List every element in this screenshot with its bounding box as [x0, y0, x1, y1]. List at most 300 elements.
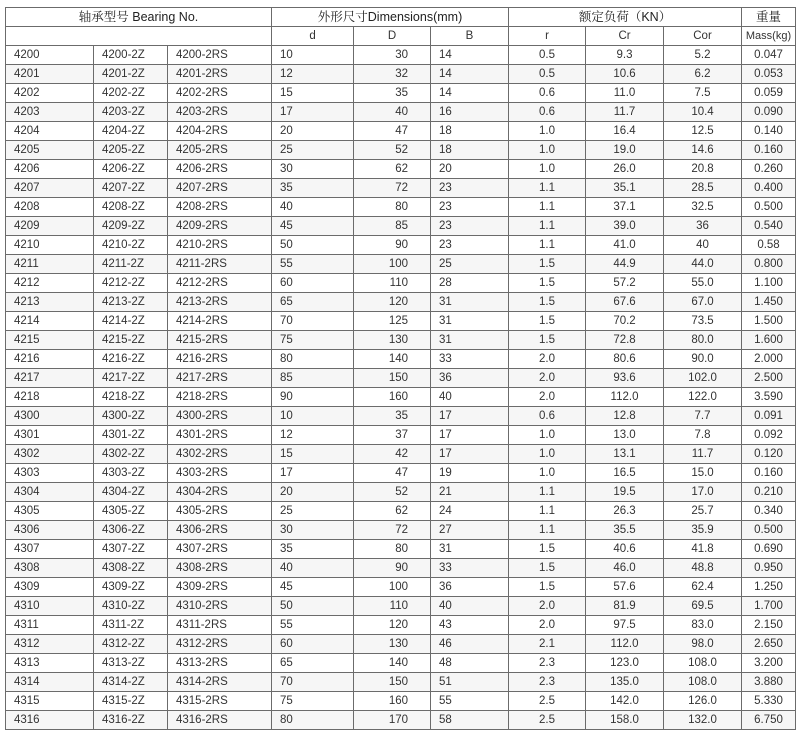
cell-dim-d: 65 — [272, 293, 354, 312]
cell-load-cr: 39.0 — [586, 217, 664, 236]
cell-bearing-2z: 4215-2Z — [94, 331, 168, 350]
table-row — [6, 426, 796, 445]
table-row — [6, 502, 796, 521]
cell-dim-d: 85 — [272, 369, 354, 388]
cell-mass: 1.500 — [742, 312, 796, 331]
cell-dim-D: 47 — [354, 464, 431, 483]
table-row — [6, 369, 796, 388]
cell-load-cr: 9.3 — [586, 46, 664, 65]
cell-bearing-open: 4215 — [6, 331, 94, 350]
subheader-row — [6, 27, 796, 46]
cell-dim-D: 100 — [354, 255, 431, 274]
cell-bearing-open: 4211 — [6, 255, 94, 274]
cell-dim-B: 25 — [431, 255, 509, 274]
load-ratings-header: 额定负荷（KN） — [509, 8, 742, 27]
cell-bearing-2z: 4302-2Z — [94, 445, 168, 464]
table-row — [6, 122, 796, 141]
table-row — [6, 236, 796, 255]
cell-dim-B: 17 — [431, 407, 509, 426]
cell-mass: 0.120 — [742, 445, 796, 464]
cell-load-cor: 15.0 — [664, 464, 742, 483]
cell-bearing-open: 4200 — [6, 46, 94, 65]
cell-load-cr: 35.5 — [586, 521, 664, 540]
cell-radius-r: 1.1 — [509, 502, 586, 521]
cell-load-cor: 126.0 — [664, 692, 742, 711]
table-row — [6, 464, 796, 483]
cell-mass: 6.750 — [742, 711, 796, 730]
cell-dim-B: 17 — [431, 445, 509, 464]
cell-dim-B: 40 — [431, 597, 509, 616]
cell-load-cor: 6.2 — [664, 65, 742, 84]
cell-dim-d: 15 — [272, 445, 354, 464]
cell-load-cor: 55.0 — [664, 274, 742, 293]
cell-dim-d: 20 — [272, 122, 354, 141]
cell-radius-r: 1.5 — [509, 255, 586, 274]
cell-bearing-open: 4202 — [6, 84, 94, 103]
cell-bearing-2z: 4307-2Z — [94, 540, 168, 559]
cell-load-cor: 90.0 — [664, 350, 742, 369]
cell-dim-d: 75 — [272, 331, 354, 350]
cell-dim-B: 23 — [431, 236, 509, 255]
cell-dim-B: 58 — [431, 711, 509, 730]
cell-load-cr: 142.0 — [586, 692, 664, 711]
cell-bearing-open: 4303 — [6, 464, 94, 483]
cell-bearing-open: 4301 — [6, 426, 94, 445]
cell-load-cor: 11.7 — [664, 445, 742, 464]
table-row — [6, 84, 796, 103]
cell-mass: 0.800 — [742, 255, 796, 274]
bearing-no-subheader-blank — [6, 27, 272, 46]
cell-bearing-2z: 4311-2Z — [94, 616, 168, 635]
cell-load-cor: 41.8 — [664, 540, 742, 559]
cell-dim-D: 140 — [354, 350, 431, 369]
cell-bearing-2rs: 4303-2RS — [168, 464, 272, 483]
cell-radius-r: 0.6 — [509, 103, 586, 122]
cell-load-cor: 102.0 — [664, 369, 742, 388]
cell-load-cr: 11.7 — [586, 103, 664, 122]
cell-bearing-2z: 4213-2Z — [94, 293, 168, 312]
cell-dim-d: 15 — [272, 84, 354, 103]
cell-mass: 1.250 — [742, 578, 796, 597]
cell-load-cr: 13.0 — [586, 426, 664, 445]
cell-load-cr: 72.8 — [586, 331, 664, 350]
cell-dim-d: 50 — [272, 597, 354, 616]
cell-bearing-2z: 4204-2Z — [94, 122, 168, 141]
cell-mass: 3.200 — [742, 654, 796, 673]
cell-dim-d: 55 — [272, 255, 354, 274]
cell-radius-r: 1.5 — [509, 274, 586, 293]
cell-radius-r: 1.5 — [509, 540, 586, 559]
cell-dim-d: 17 — [272, 464, 354, 483]
table-row — [6, 293, 796, 312]
cell-bearing-2z: 4202-2Z — [94, 84, 168, 103]
cell-dim-B: 20 — [431, 160, 509, 179]
cell-mass: 0.260 — [742, 160, 796, 179]
cell-load-cr: 37.1 — [586, 198, 664, 217]
cell-load-cor: 17.0 — [664, 483, 742, 502]
cell-bearing-2rs: 4211-2RS — [168, 255, 272, 274]
table-row — [6, 388, 796, 407]
cell-bearing-2z: 4212-2Z — [94, 274, 168, 293]
cell-bearing-open: 4212 — [6, 274, 94, 293]
cell-dim-D: 72 — [354, 179, 431, 198]
cell-bearing-2z: 4309-2Z — [94, 578, 168, 597]
cell-bearing-2rs: 4210-2RS — [168, 236, 272, 255]
cell-dim-d: 40 — [272, 198, 354, 217]
cell-dim-D: 80 — [354, 198, 431, 217]
cell-dim-D: 120 — [354, 293, 431, 312]
cell-radius-r: 1.1 — [509, 217, 586, 236]
cell-radius-r: 2.1 — [509, 635, 586, 654]
cell-dim-B: 14 — [431, 46, 509, 65]
cell-bearing-2z: 4211-2Z — [94, 255, 168, 274]
cell-bearing-2rs: 4304-2RS — [168, 483, 272, 502]
cell-dim-D: 120 — [354, 616, 431, 635]
cell-bearing-open: 4314 — [6, 673, 94, 692]
cell-load-cor: 122.0 — [664, 388, 742, 407]
cell-radius-r: 1.5 — [509, 331, 586, 350]
cell-bearing-open: 4218 — [6, 388, 94, 407]
cell-mass: 2.500 — [742, 369, 796, 388]
cell-load-cor: 35.9 — [664, 521, 742, 540]
cell-load-cr: 97.5 — [586, 616, 664, 635]
cell-mass: 0.950 — [742, 559, 796, 578]
cell-bearing-2rs: 4202-2RS — [168, 84, 272, 103]
cell-bearing-2rs: 4311-2RS — [168, 616, 272, 635]
cell-radius-r: 1.1 — [509, 179, 586, 198]
table-row — [6, 483, 796, 502]
cell-dim-B: 48 — [431, 654, 509, 673]
cell-dim-D: 37 — [354, 426, 431, 445]
cell-bearing-2z: 4312-2Z — [94, 635, 168, 654]
cell-dim-B: 23 — [431, 179, 509, 198]
cell-dim-B: 24 — [431, 502, 509, 521]
cell-bearing-open: 4216 — [6, 350, 94, 369]
cell-bearing-2rs: 4218-2RS — [168, 388, 272, 407]
cell-bearing-2rs: 4215-2RS — [168, 331, 272, 350]
cell-dim-B: 51 — [431, 673, 509, 692]
cell-mass: 3.880 — [742, 673, 796, 692]
cell-dim-d: 90 — [272, 388, 354, 407]
cell-bearing-2z: 4200-2Z — [94, 46, 168, 65]
cell-dim-d: 60 — [272, 635, 354, 654]
cell-dim-d: 45 — [272, 578, 354, 597]
cell-dim-d: 17 — [272, 103, 354, 122]
cell-load-cor: 69.5 — [664, 597, 742, 616]
cell-bearing-2z: 4210-2Z — [94, 236, 168, 255]
cell-load-cr: 67.6 — [586, 293, 664, 312]
cell-load-cor: 14.6 — [664, 141, 742, 160]
cell-dim-B: 23 — [431, 198, 509, 217]
cell-bearing-2z: 4310-2Z — [94, 597, 168, 616]
cell-dim-B: 31 — [431, 293, 509, 312]
cell-load-cor: 98.0 — [664, 635, 742, 654]
cell-radius-r: 0.6 — [509, 84, 586, 103]
cell-load-cr: 19.5 — [586, 483, 664, 502]
cell-dim-D: 90 — [354, 559, 431, 578]
cell-dim-D: 52 — [354, 141, 431, 160]
cell-dim-B: 33 — [431, 350, 509, 369]
cell-bearing-2rs: 4204-2RS — [168, 122, 272, 141]
cell-load-cor: 10.4 — [664, 103, 742, 122]
cell-bearing-2rs: 4201-2RS — [168, 65, 272, 84]
cell-bearing-open: 4309 — [6, 578, 94, 597]
cell-load-cor: 7.7 — [664, 407, 742, 426]
cell-bearing-open: 4315 — [6, 692, 94, 711]
cell-bearing-2z: 4218-2Z — [94, 388, 168, 407]
cell-load-cor: 62.4 — [664, 578, 742, 597]
cell-dim-B: 55 — [431, 692, 509, 711]
cell-dim-B: 16 — [431, 103, 509, 122]
cell-dim-d: 10 — [272, 46, 354, 65]
cell-load-cor: 44.0 — [664, 255, 742, 274]
cell-mass: 3.590 — [742, 388, 796, 407]
cell-load-cor: 108.0 — [664, 654, 742, 673]
cell-radius-r: 2.0 — [509, 350, 586, 369]
cell-mass: 0.160 — [742, 141, 796, 160]
cell-load-cr: 135.0 — [586, 673, 664, 692]
cell-mass: 0.690 — [742, 540, 796, 559]
cell-mass: 0.500 — [742, 198, 796, 217]
cell-load-cr: 112.0 — [586, 388, 664, 407]
cell-radius-r: 1.1 — [509, 483, 586, 502]
cell-dim-D: 62 — [354, 502, 431, 521]
cell-dim-B: 31 — [431, 331, 509, 350]
cell-bearing-open: 4313 — [6, 654, 94, 673]
cell-bearing-2rs: 4308-2RS — [168, 559, 272, 578]
cell-bearing-2rs: 4213-2RS — [168, 293, 272, 312]
cell-dim-B: 14 — [431, 65, 509, 84]
cell-radius-r: 2.5 — [509, 692, 586, 711]
table-row — [6, 597, 796, 616]
cell-load-cor: 108.0 — [664, 673, 742, 692]
cell-bearing-open: 4209 — [6, 217, 94, 236]
cell-mass: 0.340 — [742, 502, 796, 521]
cell-load-cr: 70.2 — [586, 312, 664, 331]
cell-bearing-open: 4206 — [6, 160, 94, 179]
cell-dim-B: 23 — [431, 217, 509, 236]
cell-bearing-2z: 4313-2Z — [94, 654, 168, 673]
cell-mass: 0.059 — [742, 84, 796, 103]
cell-dim-d: 80 — [272, 350, 354, 369]
cell-radius-r: 0.5 — [509, 65, 586, 84]
cell-dim-D: 150 — [354, 369, 431, 388]
cell-dim-D: 62 — [354, 160, 431, 179]
table-row — [6, 141, 796, 160]
cell-radius-r: 1.0 — [509, 464, 586, 483]
cell-radius-r: 2.0 — [509, 597, 586, 616]
cell-load-cr: 41.0 — [586, 236, 664, 255]
cell-dim-B: 27 — [431, 521, 509, 540]
cell-dim-d: 30 — [272, 160, 354, 179]
cell-dim-D: 72 — [354, 521, 431, 540]
table-row — [6, 540, 796, 559]
cell-dim-d: 30 — [272, 521, 354, 540]
cell-bearing-2rs: 4315-2RS — [168, 692, 272, 711]
cell-dim-d: 40 — [272, 559, 354, 578]
cell-dim-d: 10 — [272, 407, 354, 426]
cell-bearing-2z: 4301-2Z — [94, 426, 168, 445]
cell-mass: 0.58 — [742, 236, 796, 255]
cell-bearing-open: 4207 — [6, 179, 94, 198]
cell-mass: 0.090 — [742, 103, 796, 122]
cell-bearing-2rs: 4313-2RS — [168, 654, 272, 673]
bearing-spec-table — [5, 7, 796, 730]
cell-radius-r: 0.6 — [509, 407, 586, 426]
cell-dim-d: 35 — [272, 540, 354, 559]
table-row — [6, 198, 796, 217]
cell-bearing-open: 4203 — [6, 103, 94, 122]
cell-bearing-2z: 4206-2Z — [94, 160, 168, 179]
cell-load-cor: 73.5 — [664, 312, 742, 331]
cell-bearing-open: 4208 — [6, 198, 94, 217]
cell-dim-D: 160 — [354, 692, 431, 711]
cell-dim-d: 25 — [272, 141, 354, 160]
cell-bearing-open: 4316 — [6, 711, 94, 730]
cell-dim-D: 160 — [354, 388, 431, 407]
table-row — [6, 521, 796, 540]
cell-bearing-2rs: 4203-2RS — [168, 103, 272, 122]
cell-dim-d: 55 — [272, 616, 354, 635]
table-row — [6, 445, 796, 464]
cell-bearing-2rs: 4216-2RS — [168, 350, 272, 369]
cell-bearing-2rs: 4302-2RS — [168, 445, 272, 464]
col-cor-header: Cor — [664, 27, 742, 46]
header-row — [6, 8, 796, 27]
dimensions-header: 外形尺寸Dimensions(mm) — [272, 8, 509, 27]
cell-bearing-2z: 4208-2Z — [94, 198, 168, 217]
cell-bearing-2rs: 4305-2RS — [168, 502, 272, 521]
cell-bearing-open: 4311 — [6, 616, 94, 635]
table-row — [6, 46, 796, 65]
cell-bearing-2z: 4207-2Z — [94, 179, 168, 198]
cell-radius-r: 1.5 — [509, 312, 586, 331]
cell-bearing-2rs: 4307-2RS — [168, 540, 272, 559]
cell-bearing-open: 4306 — [6, 521, 94, 540]
cell-bearing-2z: 4216-2Z — [94, 350, 168, 369]
table-row — [6, 673, 796, 692]
cell-bearing-2rs: 4312-2RS — [168, 635, 272, 654]
cell-dim-B: 18 — [431, 141, 509, 160]
cell-load-cr: 158.0 — [586, 711, 664, 730]
cell-bearing-2z: 4217-2Z — [94, 369, 168, 388]
cell-bearing-open: 4210 — [6, 236, 94, 255]
cell-dim-B: 40 — [431, 388, 509, 407]
cell-radius-r: 2.0 — [509, 388, 586, 407]
cell-dim-B: 17 — [431, 426, 509, 445]
cell-dim-B: 46 — [431, 635, 509, 654]
cell-bearing-2z: 4300-2Z — [94, 407, 168, 426]
cell-load-cr: 44.9 — [586, 255, 664, 274]
cell-dim-D: 125 — [354, 312, 431, 331]
cell-dim-d: 12 — [272, 426, 354, 445]
mass-header: 重量 — [742, 8, 796, 27]
cell-dim-D: 35 — [354, 84, 431, 103]
cell-radius-r: 2.3 — [509, 654, 586, 673]
cell-dim-B: 36 — [431, 369, 509, 388]
table-row — [6, 255, 796, 274]
cell-mass: 0.160 — [742, 464, 796, 483]
cell-dim-B: 31 — [431, 312, 509, 331]
cell-mass: 0.053 — [742, 65, 796, 84]
cell-dim-D: 130 — [354, 635, 431, 654]
cell-load-cor: 5.2 — [664, 46, 742, 65]
cell-bearing-2rs: 4212-2RS — [168, 274, 272, 293]
cell-dim-d: 12 — [272, 65, 354, 84]
cell-load-cr: 123.0 — [586, 654, 664, 673]
table-body — [6, 46, 796, 730]
cell-load-cr: 46.0 — [586, 559, 664, 578]
cell-bearing-2rs: 4301-2RS — [168, 426, 272, 445]
cell-load-cr: 93.6 — [586, 369, 664, 388]
cell-bearing-open: 4308 — [6, 559, 94, 578]
cell-radius-r: 1.5 — [509, 578, 586, 597]
cell-load-cr: 10.6 — [586, 65, 664, 84]
cell-dim-D: 47 — [354, 122, 431, 141]
cell-mass: 0.400 — [742, 179, 796, 198]
cell-load-cr: 19.0 — [586, 141, 664, 160]
table-row — [6, 350, 796, 369]
cell-load-cor: 25.7 — [664, 502, 742, 521]
cell-mass: 0.047 — [742, 46, 796, 65]
cell-load-cr: 16.4 — [586, 122, 664, 141]
cell-mass: 0.210 — [742, 483, 796, 502]
cell-bearing-2rs: 4207-2RS — [168, 179, 272, 198]
cell-bearing-2rs: 4310-2RS — [168, 597, 272, 616]
cell-dim-B: 43 — [431, 616, 509, 635]
cell-load-cr: 40.6 — [586, 540, 664, 559]
col-d-header: d — [272, 27, 354, 46]
cell-bearing-open: 4201 — [6, 65, 94, 84]
cell-bearing-2z: 4209-2Z — [94, 217, 168, 236]
col-mass-header: Mass(kg) — [742, 27, 796, 46]
cell-bearing-open: 4302 — [6, 445, 94, 464]
cell-load-cor: 32.5 — [664, 198, 742, 217]
cell-load-cr: 26.0 — [586, 160, 664, 179]
cell-radius-r: 1.0 — [509, 445, 586, 464]
cell-load-cr: 11.0 — [586, 84, 664, 103]
cell-bearing-open: 4205 — [6, 141, 94, 160]
cell-radius-r: 0.5 — [509, 46, 586, 65]
table-row — [6, 179, 796, 198]
cell-load-cor: 28.5 — [664, 179, 742, 198]
table-row — [6, 160, 796, 179]
table-row — [6, 65, 796, 84]
col-D-header: D — [354, 27, 431, 46]
cell-load-cor: 132.0 — [664, 711, 742, 730]
cell-radius-r: 1.0 — [509, 141, 586, 160]
cell-dim-D: 80 — [354, 540, 431, 559]
cell-bearing-2rs: 4205-2RS — [168, 141, 272, 160]
table-row — [6, 217, 796, 236]
cell-bearing-open: 4310 — [6, 597, 94, 616]
table-row — [6, 692, 796, 711]
cell-mass: 5.330 — [742, 692, 796, 711]
cell-mass: 2.650 — [742, 635, 796, 654]
table-row — [6, 654, 796, 673]
cell-mass: 0.500 — [742, 521, 796, 540]
cell-bearing-2z: 4214-2Z — [94, 312, 168, 331]
cell-load-cr: 80.6 — [586, 350, 664, 369]
cell-dim-D: 170 — [354, 711, 431, 730]
cell-dim-d: 70 — [272, 312, 354, 331]
cell-radius-r: 1.0 — [509, 426, 586, 445]
cell-load-cr: 12.8 — [586, 407, 664, 426]
cell-load-cr: 16.5 — [586, 464, 664, 483]
cell-dim-B: 36 — [431, 578, 509, 597]
cell-bearing-open: 4304 — [6, 483, 94, 502]
cell-bearing-2z: 4201-2Z — [94, 65, 168, 84]
